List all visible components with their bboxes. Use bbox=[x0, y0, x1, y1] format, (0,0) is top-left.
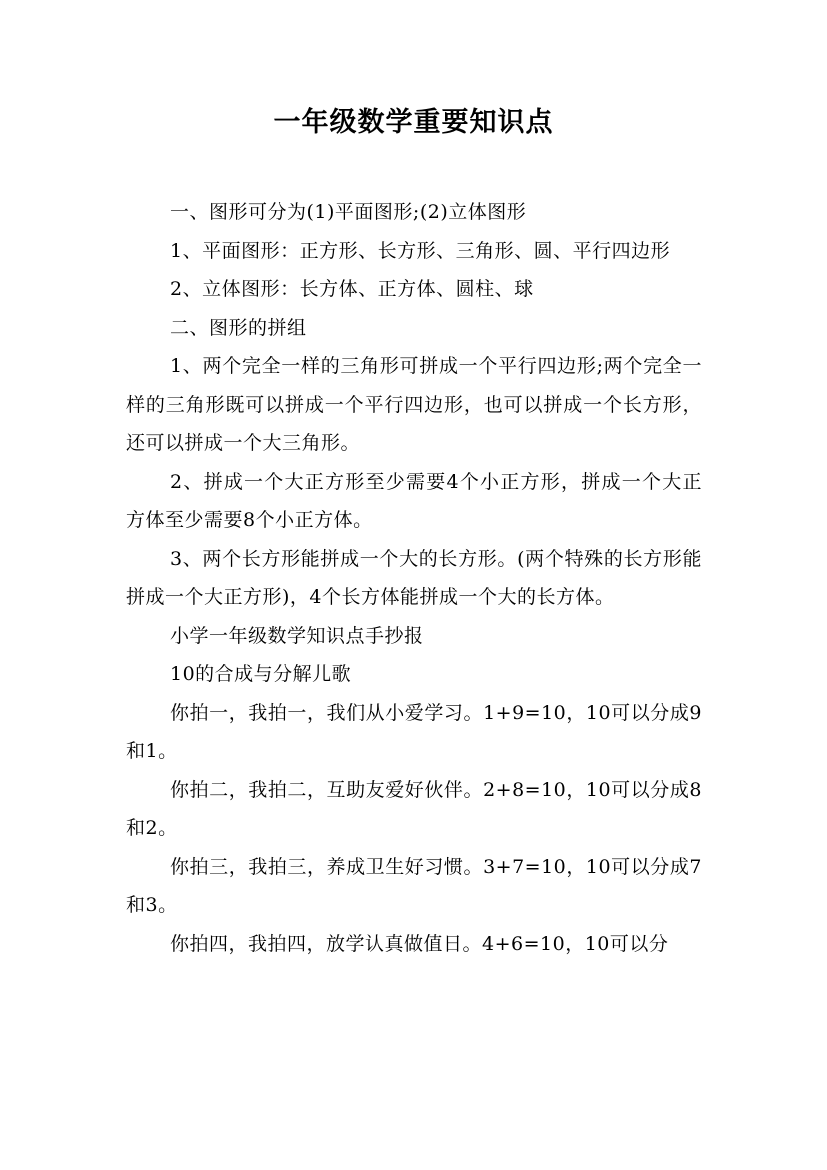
paragraph: 一、图形可分为(1)平面图形;(2)立体图形 bbox=[170, 201, 527, 223]
paragraph: 你拍四，我拍四，放学认真做值日。4+6=10，10可以分 bbox=[170, 932, 669, 955]
paragraph: 2、立体图形：长方体、正方体、圆柱、球 bbox=[170, 278, 534, 300]
paragraph: 你拍一，我拍一，我们从小爱学习。1+9=10，10可以分成9和1。 bbox=[126, 701, 702, 762]
paragraph: 你拍二，我拍二，互助友爱好伙伴。2+8=10，10可以分成8和2。 bbox=[126, 778, 702, 839]
paragraph: 1、两个完全一样的三角形可拼成一个平行四边形;两个完全一样的三角形既可以拼成一个平行四边形，也可以拼成一个长方形，还可以拼成一个大三角形。 bbox=[126, 355, 702, 454]
paragraph: 10的合成与分解儿歌 bbox=[170, 663, 352, 685]
paragraph: 3、两个长方形能拼成一个大的长方形。(两个特殊的长方形能拼成一个大正方形)，4个长方体能拼成一个大的长方体。 bbox=[126, 547, 702, 608]
paragraph: 小学一年级数学知识点手抄报 bbox=[170, 624, 424, 647]
document-title: 一年级数学重要知识点 bbox=[273, 107, 554, 138]
paragraph: 2、拼成一个大正方形至少需要4个小正方形，拼成一个大正方体至少需要8个小正方体。 bbox=[126, 470, 702, 531]
paragraph: 1、平面图形：正方形、长方形、三角形、圆、平行四边形 bbox=[170, 239, 671, 262]
paragraph: 二、图形的拼组 bbox=[170, 316, 307, 339]
paragraph: 你拍三，我拍三，养成卫生好习惯。3+7=10，10可以分成7和3。 bbox=[126, 855, 702, 916]
document-body bbox=[126, 193, 702, 963]
